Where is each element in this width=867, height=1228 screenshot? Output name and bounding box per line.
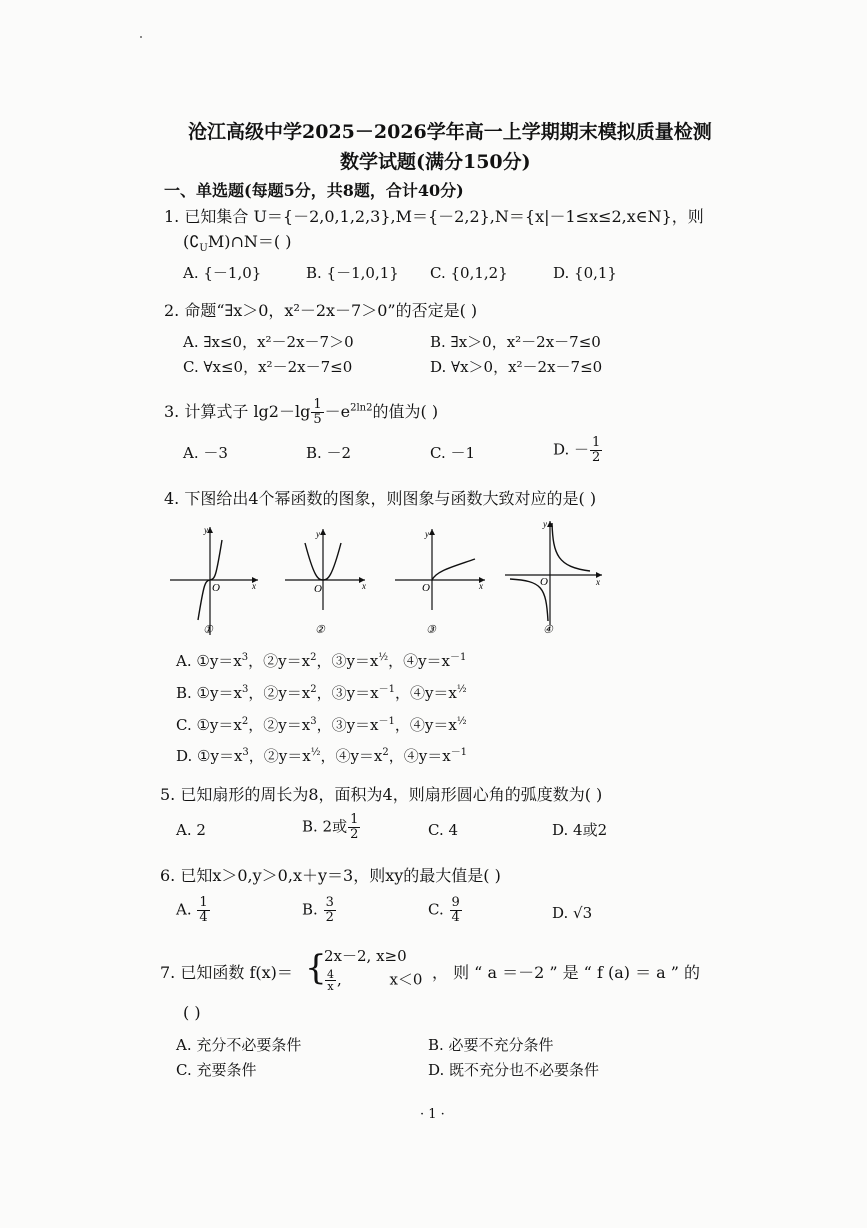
q5-option-a: A. 2 — [176, 821, 206, 839]
q6-b-frac — [324, 896, 336, 925]
q4-a-p2: ，②y＝x — [248, 652, 311, 670]
q7-option-a: A. 充分不必要条件 — [176, 1036, 302, 1054]
q4-a-s5: ½ — [378, 652, 389, 663]
q4-option-a — [176, 651, 466, 671]
graph-1-x: x — [252, 581, 256, 591]
q4-a-s7: －1 — [450, 652, 467, 663]
q6-c-num: 9 — [451, 895, 460, 910]
q2-option-b: B. ∃x＞0，x²－2x－7≤0 — [430, 333, 601, 351]
q3-d-den: 2 — [592, 450, 601, 465]
q6-option-b — [302, 896, 337, 925]
graph-2 — [285, 529, 366, 636]
q5-option-d: D. 4或2 — [552, 821, 608, 839]
q6-option-d: D. √3 — [552, 904, 593, 922]
graph-1-origin: O — [212, 582, 220, 594]
q6-stem: 6. 已知x＞0,y＞0,x＋y＝3，则xy的最大值是( ) — [160, 866, 501, 885]
graph-2-y: y — [316, 529, 320, 539]
q6-a-label: A. — [176, 900, 192, 919]
q4-d-p4: ，④y＝x — [320, 747, 383, 765]
q7-option-d: D. 既不充分也不必要条件 — [428, 1061, 600, 1079]
q1-stem-line1: 1. 已知集合 U＝{－2,0,1,2,3},M＝{－2,2},N＝{x|－1≤x≤2,x∈N}，则 — [164, 207, 704, 226]
q4-b-s5: －1 — [378, 684, 395, 695]
q2-option-c: C. ∀x≤0，x²－2x－7≤0 — [183, 358, 353, 376]
q3-option-d-label: D. － — [553, 440, 590, 459]
q3-d-num: 1 — [592, 435, 601, 450]
q4-a-s3: 2 — [310, 652, 317, 663]
q7-paren: ( ) — [183, 1003, 201, 1022]
q1-sub: U — [199, 243, 208, 255]
q4-c-p0: C. ①y＝x — [176, 716, 242, 734]
q3-exponent: 2ln2 — [350, 402, 373, 414]
q1-option-a: A. {－1,0} — [183, 264, 262, 282]
section-heading: 一、单选题(每题5分，共8题，合计40分) — [164, 181, 464, 200]
graph-2-x: x — [362, 581, 366, 591]
q4-b-p6: ，④y＝x — [394, 684, 457, 702]
q6-b-den: 2 — [325, 910, 334, 925]
q6-option-c — [428, 896, 463, 925]
q4-a-p6: ，④y＝x — [388, 652, 451, 670]
q4-d-s5: 2 — [382, 747, 389, 758]
q4-c-p6: ，④y＝x — [394, 716, 457, 734]
q5-b-label: B. 2或 — [302, 817, 348, 836]
graph-4-y: y — [543, 519, 547, 529]
graph-3-y: y — [425, 529, 429, 539]
q3-stem-mid: －e — [324, 402, 351, 421]
q3-fraction — [311, 398, 323, 427]
q7-case2-num: 4 — [327, 968, 334, 981]
q4-option-c — [176, 715, 467, 735]
graph-3-origin: O — [422, 582, 430, 594]
q7-stem-pre: 7. 已知函数 f(x)＝ — [160, 963, 293, 982]
q4-d-s3: ½ — [310, 747, 321, 758]
q4-b-s1: 3 — [241, 684, 249, 695]
q5-option-c: C. 4 — [428, 821, 459, 839]
q7-case1: 2x－2, x≥0 — [324, 947, 407, 965]
q4-b-s3: 2 — [310, 684, 317, 695]
q3-option-a: A. －3 — [183, 444, 228, 462]
q4-b-p2: ，②y＝x — [248, 684, 311, 702]
page-number: · 1 · — [420, 1107, 445, 1122]
q4-a-p0: A. ①y＝x — [176, 652, 242, 670]
q3-frac-den: 5 — [313, 412, 322, 427]
q4-c-s3: 3 — [310, 716, 317, 727]
q7-case2-cond: x＜0 — [389, 970, 423, 989]
graph-2-label: ② — [315, 624, 325, 636]
q7-case2-frac — [325, 969, 336, 992]
q4-a-p4: ，③y＝x — [316, 652, 379, 670]
scan-speck — [140, 36, 142, 38]
q2-option-a: A. ∃x≤0，x²－2x－7＞0 — [183, 333, 354, 351]
q6-c-label: C. — [428, 900, 444, 919]
q4-b-p4: ，③y＝x — [316, 684, 379, 702]
q4-option-b — [176, 683, 467, 703]
q3-option-d-frac — [590, 436, 602, 465]
graph-2-origin: O — [314, 583, 322, 595]
graph-4 — [505, 519, 602, 636]
q4-b-p0: B. ①y＝x — [176, 684, 242, 702]
q5-stem: 5. 已知扇形的周长为8，面积为4，则扇形圆心角的弧度数为( ) — [160, 785, 603, 804]
q4-d-p6: ，④y＝x — [388, 747, 451, 765]
q6-c-frac — [450, 896, 462, 925]
q6-a-den: 4 — [199, 910, 208, 925]
q5-b-den: 2 — [350, 827, 359, 842]
q1-option-b: B. {－1,0,1} — [306, 264, 399, 282]
graph-1-label: ① — [203, 624, 213, 636]
q2-stem: 2. 命题“∃x＞0，x²－2x－7＞0”的否定是( ) — [164, 301, 478, 320]
exam-title: 沧江高级中学2025－2026学年高一上学期期末模拟质量检测 — [188, 121, 712, 143]
q6-b-label: B. — [302, 900, 318, 919]
q4-c-p4: ，③y＝x — [316, 716, 379, 734]
q5-b-frac — [348, 813, 360, 842]
q1-option-d: D. {0,1} — [553, 264, 617, 282]
graph-4-origin: O — [540, 576, 548, 588]
q6-c-den: 4 — [451, 910, 460, 925]
q7-case2-den: x — [327, 980, 334, 993]
graph-1-y: y — [204, 525, 208, 535]
q4-c-s1: 2 — [241, 716, 249, 727]
q4-d-s1: 3 — [242, 747, 249, 758]
q1-stem-line2 — [183, 232, 291, 259]
q7-option-b: B. 必要不充分条件 — [428, 1036, 554, 1054]
graph-3 — [395, 529, 485, 636]
q6-a-frac — [197, 896, 209, 925]
q1-stem-tail: M)∩N＝( ) — [207, 232, 292, 251]
graph-4-label: ④ — [543, 624, 553, 636]
q3-stem — [164, 398, 438, 427]
q3-stem-post: 的值为( ) — [372, 402, 439, 421]
q7-case2: $\frac{4}{x}$ , x＜0 — [327, 968, 423, 993]
q1-option-c: C. {0,1,2} — [430, 264, 508, 282]
q4-d-s7: －1 — [450, 747, 468, 758]
q3-frac-num: 1 — [313, 397, 322, 412]
q4-c-p2: ，②y＝x — [248, 716, 311, 734]
graph-4-x: x — [596, 577, 600, 587]
graph-3-label: ③ — [426, 624, 436, 636]
q7-option-c: C. 充要条件 — [176, 1061, 257, 1079]
graph-3-x: x — [479, 581, 483, 591]
q3-option-b: B. －2 — [306, 444, 352, 462]
q4-d-p0: D. ①y＝x — [176, 747, 243, 765]
graph-1 — [170, 525, 258, 636]
q4-a-s1: 3 — [241, 652, 249, 663]
q3-option-d — [553, 436, 603, 465]
exam-subtitle: 数学试题(满分150分) — [340, 151, 531, 173]
q4-c-s7: ½ — [456, 716, 467, 727]
q6-option-a — [176, 896, 211, 925]
q3-stem-pre: 3. 计算式子 lg2－lg — [164, 402, 311, 421]
q4-graphs — [160, 515, 620, 640]
q4-b-s7: ½ — [456, 684, 467, 695]
q5-option-b — [302, 813, 361, 842]
q4-d-p2: ，②y＝x — [248, 747, 311, 765]
q4-option-d — [176, 746, 467, 766]
q6-a-num: 1 — [199, 895, 208, 910]
q4-c-s5: －1 — [378, 716, 395, 727]
q6-b-num: 3 — [325, 895, 334, 910]
q5-b-num: 1 — [350, 812, 359, 827]
q7-stem-post: ， 则 “ a ＝－2 ” 是 “ f (a) ＝ a ” 的 — [432, 963, 701, 982]
q7-brace: { — [305, 948, 327, 988]
q1-complement: (∁ — [183, 232, 200, 251]
q2-option-d: D. ∀x＞0，x²－2x－7≤0 — [430, 358, 603, 376]
q4-stem: 4. 下图给出4个幂函数的图象，则图象与函数大致对应的是( ) — [164, 489, 597, 508]
q3-option-c: C. －1 — [430, 444, 476, 462]
